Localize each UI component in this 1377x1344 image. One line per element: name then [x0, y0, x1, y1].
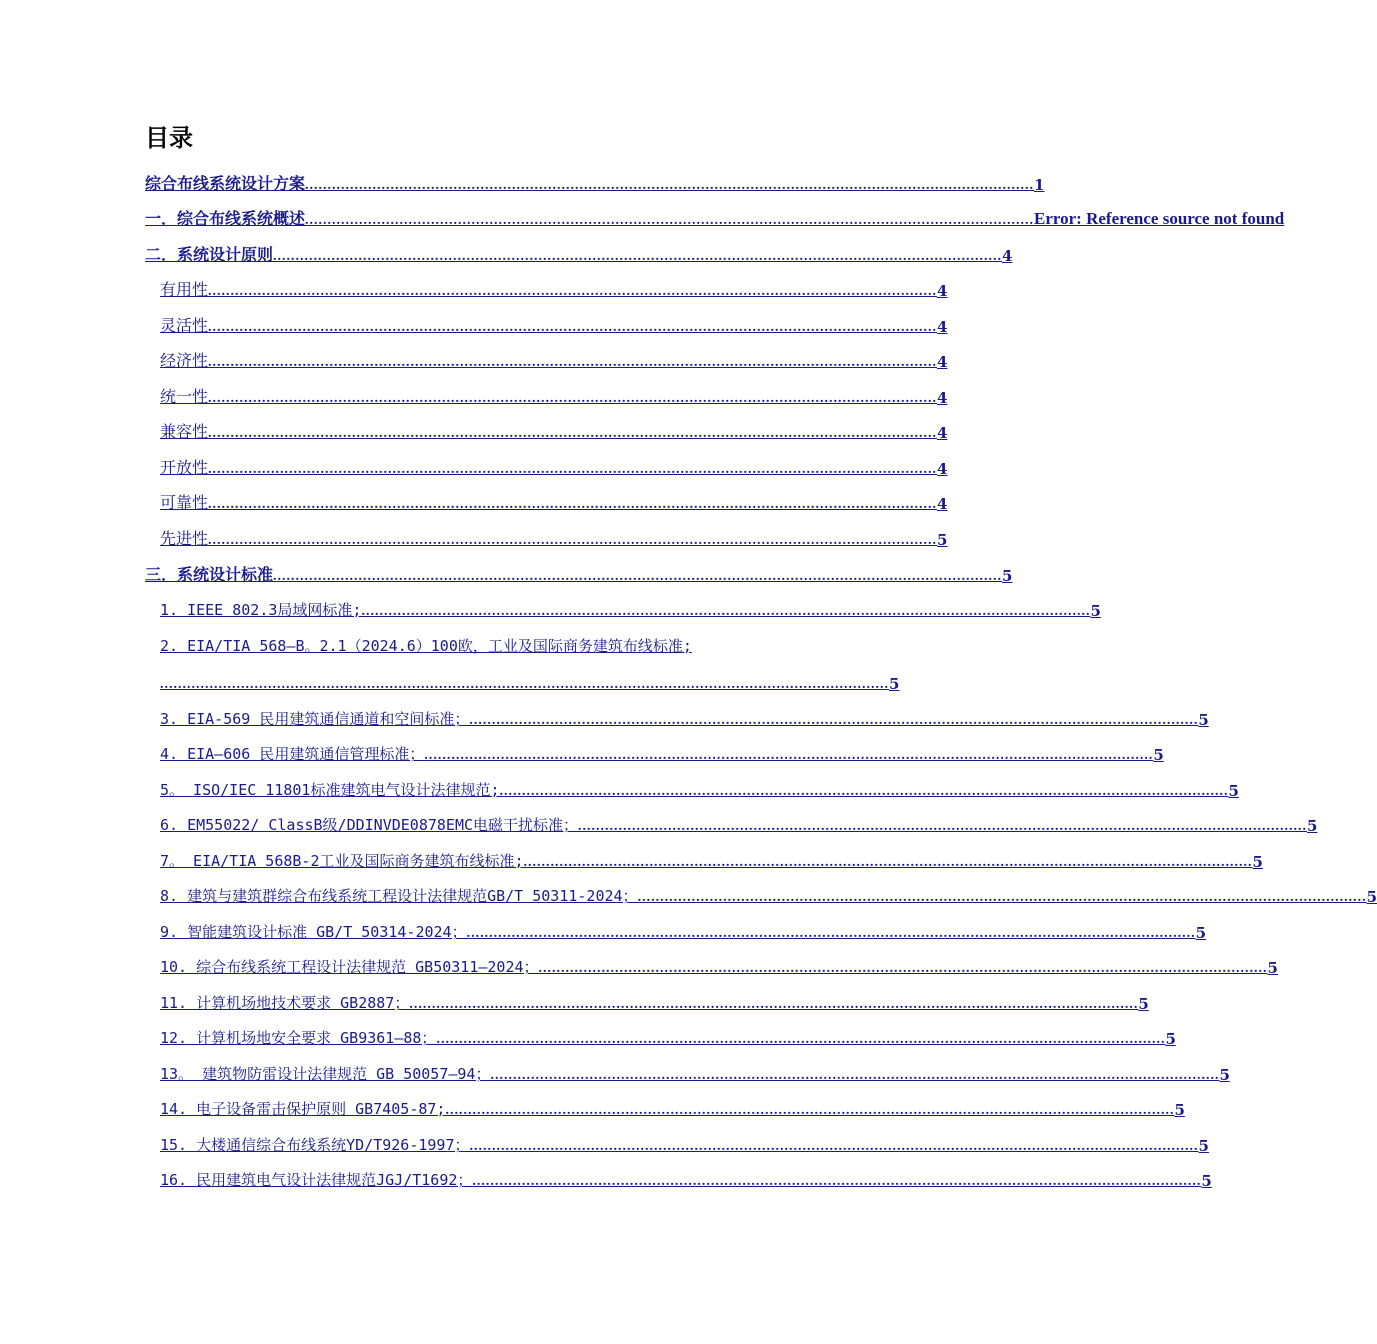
- toc-entry-label: 13。 建筑物防雷设计法律规范 GB 50057—94；: [160, 1065, 491, 1083]
- toc-entry-standard[interactable]: [160, 1166, 1212, 1192]
- toc-entry-section-1[interactable]: [145, 205, 1285, 231]
- toc-leader-dots: ..................................................................................................................................................................: [578, 819, 1308, 834]
- toc-entry-label: 7。 EIA/TIA 568B-2工业及国际商务建筑布线标准;: [160, 852, 524, 870]
- toc-leader-dots: ..................................................................................................................................................................: [445, 1103, 1175, 1118]
- toc-entry-page: 5: [1090, 602, 1101, 620]
- toc-entry-standard[interactable]: [160, 1024, 1176, 1050]
- toc-leader-dots: ..................................................................................................................................................................: [208, 533, 938, 548]
- toc-entry-page: 5: [1002, 567, 1013, 585]
- toc-leader-dots: ..................................................................................................................................................................: [208, 320, 938, 335]
- toc-entry-label: 三．系统设计标准: [145, 565, 274, 584]
- toc-entry-page: 4: [937, 424, 948, 442]
- toc-entry-page: 5: [1153, 746, 1164, 764]
- toc-entry-standard-continuation[interactable]: [160, 669, 900, 695]
- toc-entry-label: 二．系统设计原则: [145, 245, 274, 264]
- toc-entry-page: 1: [1034, 176, 1045, 194]
- toc-entry-page: 5: [1138, 995, 1149, 1013]
- toc-leader-dots: ..................................................................................................................................................................: [208, 284, 938, 299]
- toc-leader-dots: ..................................................................................................................................................................: [523, 855, 1253, 870]
- toc-leader-dots: ..................................................................................................................................................................: [469, 1139, 1199, 1154]
- toc-entry-page: 4: [1002, 247, 1013, 265]
- toc-leader-dots: ..................................................................................................................................................................: [466, 926, 1196, 941]
- toc-entry-label: 灵活性: [160, 316, 209, 335]
- toc-leader-dots: ..................................................................................................................................................................: [273, 249, 1003, 264]
- toc-entry-standard[interactable]: [160, 989, 1149, 1015]
- toc-entry-page: 5: [1198, 711, 1209, 729]
- toc-entry-principle[interactable]: [160, 489, 948, 515]
- toc-entry-label: 经济性: [160, 351, 209, 370]
- toc-entry-principle[interactable]: [160, 525, 948, 551]
- toc-leader-dots: ..................................................................................................................................................................: [436, 1032, 1166, 1047]
- toc-entry-label: 一．综合布线系统概述: [145, 209, 306, 228]
- toc-leader-dots: ..................................................................................................................................................................: [208, 462, 938, 477]
- toc-entry-label: 兼容性: [160, 422, 209, 441]
- toc-entry-standard[interactable]: [160, 1095, 1185, 1121]
- toc-entry-label: 可靠性: [160, 493, 209, 512]
- toc-entry-label: 5。 ISO/IEC 11801标准建筑电气设计法律规范;: [160, 781, 500, 799]
- toc-entry-page: 5: [1307, 817, 1318, 835]
- toc-leader-dots: ..................................................................................................................................................................: [499, 784, 1229, 799]
- toc-entry-label: 12. 计算机场地安全要求 GB9361—88；: [160, 1029, 437, 1047]
- toc-entry-label: 综合布线系统设计方案: [145, 174, 306, 193]
- toc-entry-page: 5: [937, 531, 948, 549]
- toc-entry-page: 4: [937, 389, 948, 407]
- toc-entry-label: 10. 综合布线系统工程设计法律规范 GB50311—2024；: [160, 958, 539, 976]
- toc-entry-principle[interactable]: [160, 418, 948, 444]
- toc-entry-label: 统一性: [160, 387, 209, 406]
- toc-leader-dots: ..................................................................................................................................................................: [490, 1068, 1220, 1083]
- toc-entry-standard[interactable]: [160, 811, 1318, 837]
- toc-leader-dots: ..................................................................................................................................................................: [305, 213, 1035, 228]
- toc-entry-standard[interactable]: [160, 1060, 1230, 1086]
- toc-entry-principle[interactable]: [160, 454, 948, 480]
- toc-entry-page: 4: [937, 282, 948, 300]
- toc-entry-label: 开放性: [160, 458, 209, 477]
- toc-entry-standard[interactable]: [160, 1131, 1209, 1157]
- toc-entry-standard[interactable]: [160, 776, 1239, 802]
- toc-entry-principle[interactable]: [160, 347, 948, 373]
- toc-entry-label: 2. EIA/TIA 568—B。2.1（2024.6）100欧，工业及国际商务建筑布线标准;: [160, 637, 692, 655]
- toc-leader-dots: ..................................................................................................................................................................: [208, 391, 938, 406]
- toc-entry-label: 9. 智能建筑设计标准 GB/T 50314-2024；: [160, 923, 467, 941]
- toc-entry-page: 5: [1195, 924, 1207, 942]
- toc-entry-standard[interactable]: [160, 596, 1101, 622]
- toc-entry-label: 先进性: [160, 529, 209, 548]
- toc-entry-label: 3. EIA-569 民用建筑通信通道和空间标准；: [160, 710, 470, 728]
- toc-entry-page: 4: [937, 495, 948, 513]
- toc-entry-principle[interactable]: [160, 312, 948, 338]
- toc-entry-page: 5: [1201, 1172, 1212, 1190]
- toc-leader-dots: ..................................................................................................................................................................: [273, 569, 1003, 584]
- toc-entry-main-title[interactable]: [145, 170, 1045, 196]
- toc-entry-label: 11. 计算机场地技术要求 GB2887；: [160, 994, 410, 1012]
- toc-entry-page: 5: [1252, 853, 1263, 871]
- toc-leader-dots: ..................................................................................................................................................................: [472, 1174, 1202, 1189]
- toc-entry-standard[interactable]: [160, 882, 1377, 908]
- toc-leader-dots: ..................................................................................................................................................................: [409, 997, 1139, 1012]
- toc-entry-principle[interactable]: [160, 383, 948, 409]
- toc-title: 目录: [145, 124, 193, 152]
- toc-leader-dots: ..................................................................................................................................................................: [424, 748, 1154, 763]
- toc-entry-standard[interactable]: [160, 632, 806, 658]
- toc-entry-page: 5: [1165, 1030, 1176, 1048]
- toc-leader-dots: ..................................................................................................................................................................: [538, 961, 1268, 976]
- toc-entry-label: 4. EIA—606 民用建筑通信管理标准；: [160, 745, 425, 763]
- toc-entry-standard[interactable]: [160, 740, 1164, 766]
- toc-leader-dots: ..................................................................................................................................................................: [160, 677, 889, 692]
- toc-entry-page: 5: [1219, 1066, 1230, 1084]
- toc-entry-page: 4: [937, 353, 948, 371]
- toc-entry-standard[interactable]: [160, 705, 1209, 731]
- toc-entry-label: 14. 电子设备雷击保护原则 GB7405-87;: [160, 1100, 446, 1118]
- toc-leader-dots: ..................................................................................................................................................................: [305, 178, 1035, 193]
- toc-leader-dots: ..................................................................................................................................................................: [208, 497, 938, 512]
- toc-entry-page: Error: Reference source not found: [1034, 209, 1285, 228]
- toc-leader-dots: ..................................................................................................................................................................: [208, 355, 938, 370]
- toc-leader-dots: ..................................................................................................................................................................: [469, 713, 1199, 728]
- toc-entry-label: 1. IEEE 802.3局域网标准;: [160, 601, 362, 619]
- toc-leader-dots: ..................................................................................................................................................................: [208, 426, 938, 441]
- toc-entry-page: 4: [937, 318, 948, 336]
- toc-entry-label: 有用性: [160, 280, 209, 299]
- toc-entry-standard[interactable]: [160, 918, 1207, 944]
- toc-leader-dots: ..................................................................................................................................................................: [637, 890, 1367, 905]
- toc-entry-label: 8. 建筑与建筑群综合布线系统工程设计法律规范GB/T 50311-2024；: [160, 887, 638, 905]
- toc-entry-page: 4: [937, 460, 948, 478]
- toc-entry-page: 5: [889, 675, 900, 693]
- toc-entry-standard[interactable]: [160, 953, 1278, 979]
- toc-entry-label: 6. EM55022/ ClassB级/DDINVDE0878EMC电磁干扰标准；: [160, 816, 579, 834]
- toc-entry-page: 5: [1267, 959, 1278, 977]
- toc-entry-label: 15. 大楼通信综合布线系统YD/T926-1997；: [160, 1136, 470, 1154]
- toc-entry-page: 5: [1366, 888, 1377, 906]
- toc-entry-principle[interactable]: [160, 276, 948, 302]
- toc-entry-section-2[interactable]: [145, 241, 1013, 267]
- toc-entry-page: 5: [1228, 782, 1239, 800]
- toc-entry-page: 5: [1198, 1137, 1209, 1155]
- toc-entry-label: 16. 民用建筑电气设计法律规范JGJ/T1692；: [160, 1171, 473, 1189]
- toc-entry-page: 5: [1174, 1101, 1185, 1119]
- toc-entry-section-3[interactable]: [145, 561, 1013, 587]
- toc-leader-dots: ..................................................................................................................................................................: [361, 604, 1091, 619]
- toc-entry-standard[interactable]: [160, 847, 1263, 873]
